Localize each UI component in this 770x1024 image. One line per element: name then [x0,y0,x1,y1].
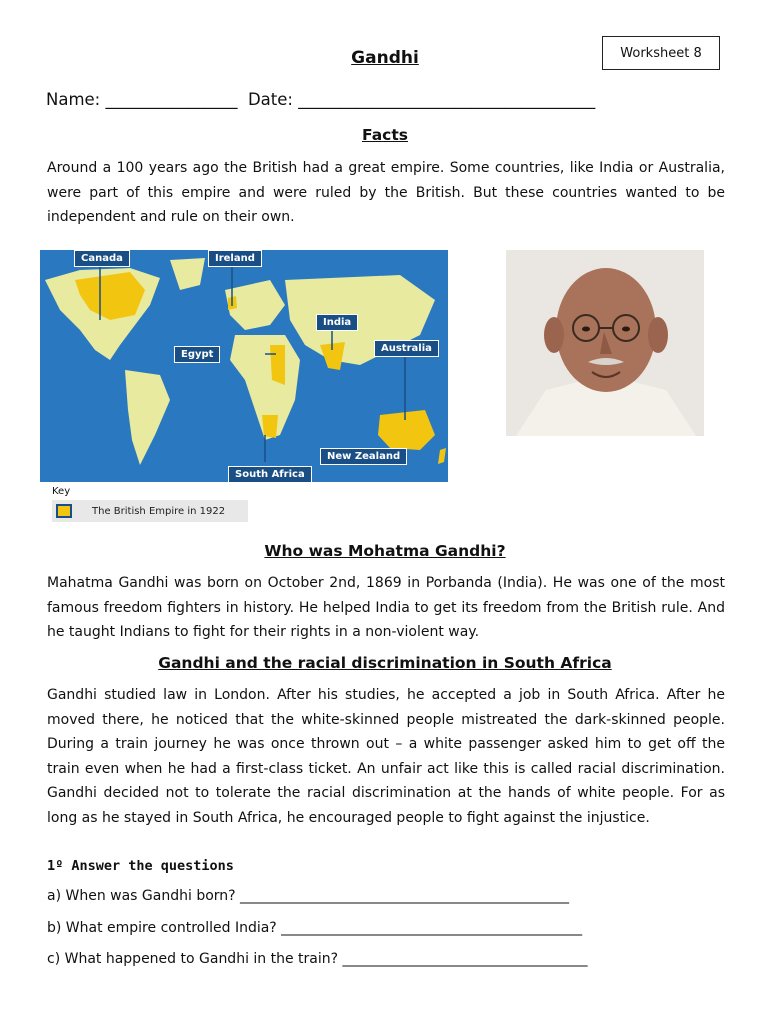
map-label-new-zealand: New Zealand [320,448,407,465]
worksheet-number-label: Worksheet 8 [620,45,702,61]
question-a: a) When was Gandhi born? _______________________________________________ [47,888,570,904]
questions-heading: 1º Answer the questions [47,858,234,874]
british-empire-map [40,250,448,482]
who-heading: Who was Mohatma Gandhi? [264,542,506,560]
gandhi-portrait [506,250,704,436]
facts-heading: Facts [362,126,408,144]
worksheet-number-box [602,36,720,70]
question-b: b) What empire controlled India? ___________________________________________ [47,920,583,936]
racial-heading: Gandhi and the racial discrimination in South Africa [158,654,612,672]
map-label-ireland: Ireland [208,250,262,267]
map-key-text: The British Empire in 1922 [92,506,226,517]
facts-paragraph: Around a 100 years ago the British had a great empire. Some countries, like India or Australia, were part of this empire and were ruled by the British. But these countries wanted to be independent and rule on their own. [47,160,725,225]
racial-paragraph: Gandhi studied law in London. After his studies, he accepted a job in South Africa. After he moved there, he noticed that the white-skinned people mistreated the dark-skinned people. During a train journey he was once thrown out – a white passenger asked him to get off the train even when he had a first-class ticket. An unfair act like this is called racial discrimination. Gandhi decided not to tolerate the racial discrimination at the hands of white people. For as long as he stayed in South Africa, he encouraged people to fight against the injustice. [47,687,725,826]
question-c: c) What happened to Gandhi in the train? ___________________________________ [47,951,588,967]
map-label-south-africa: South Africa [228,466,312,482]
map-label-india: India [316,314,358,331]
map-label-australia: Australia [374,340,439,357]
worksheet-title: Gandhi [351,48,419,68]
name-date-line: Name: ________________ Date: ____________________________________ [46,90,596,109]
map-key-swatch [56,504,72,518]
gandhi-portrait-graphic [506,250,704,436]
map-label-canada: Canada [74,250,130,267]
map-key-title: Key [52,486,71,497]
map-label-egypt: Egypt [174,346,220,363]
who-paragraph: Mahatma Gandhi was born on October 2nd, 1869 in Porbanda (India). He was one of the most famous freedom fighters in history. He helped India to get its freedom from the British rule. And he taught Indians to fight for their rights in a non-violent way. [47,575,725,640]
